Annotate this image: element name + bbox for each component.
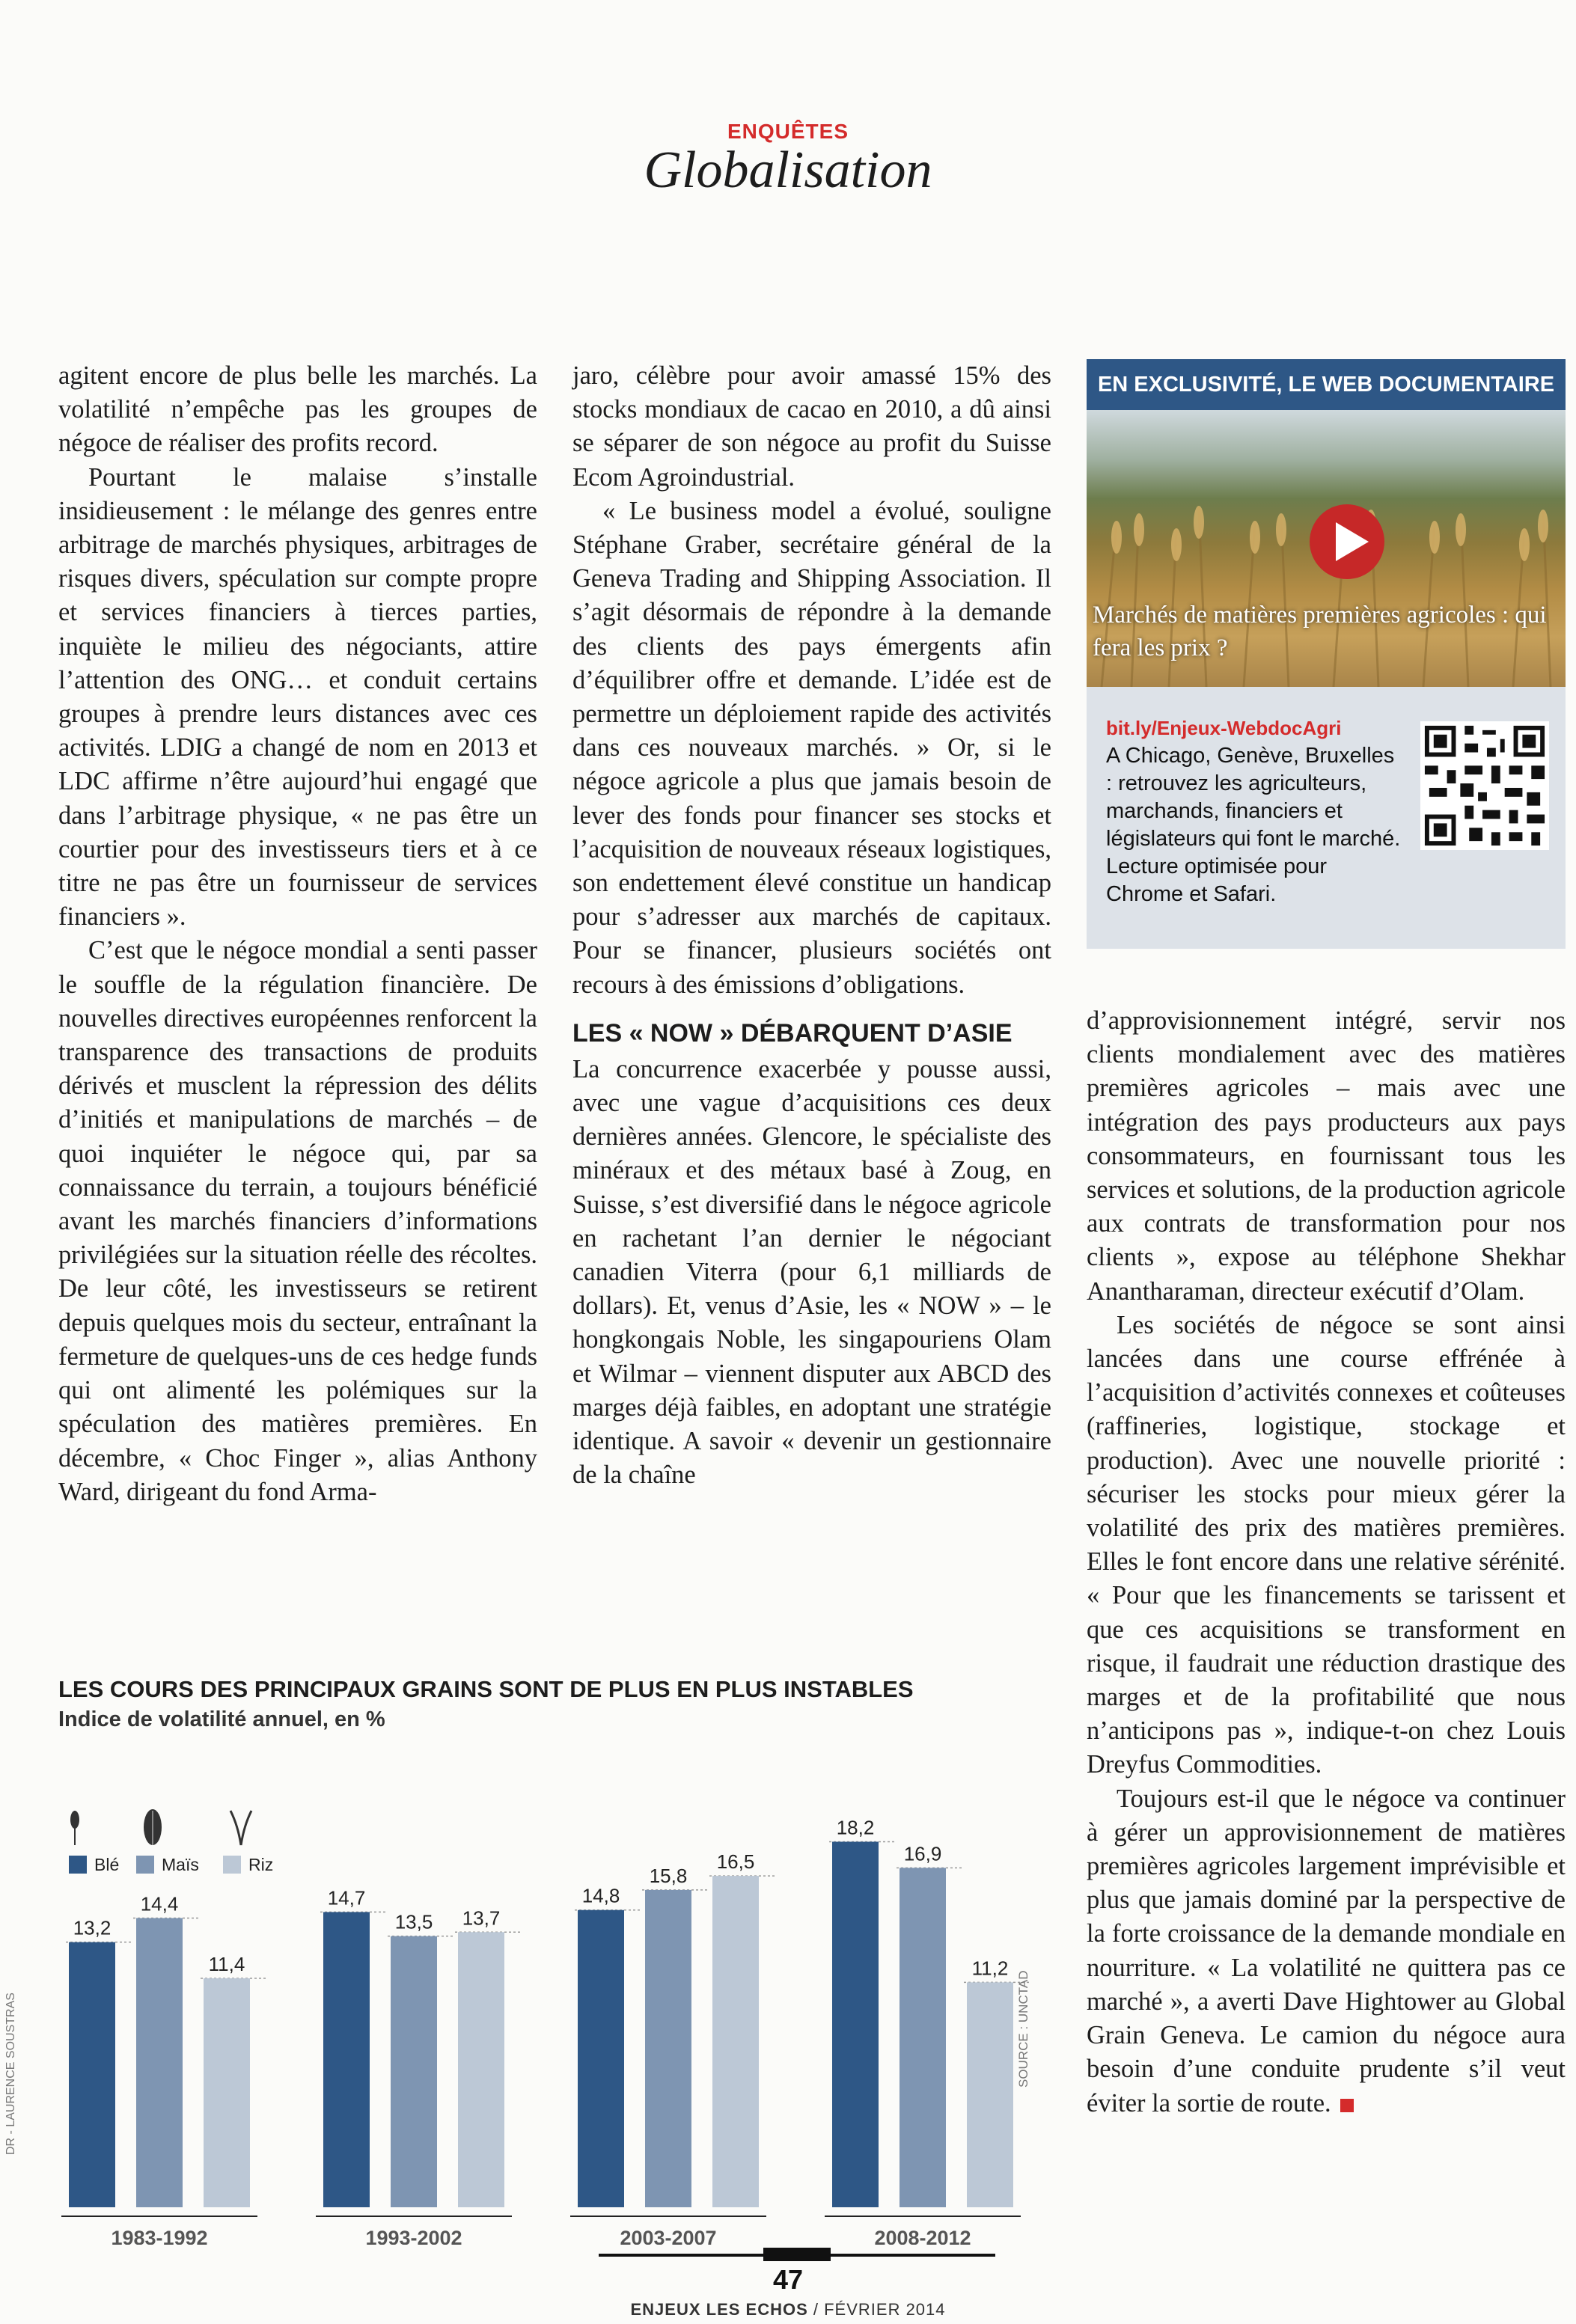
category-label: 1993-2002 [365,2227,462,2245]
paragraph: C’est que le négoce mondial a senti passer le souffle de la régulation financière. De nouvelles directives européennes renforcent la transparence des transactions de produits dérivés et musclent la répression des délits d’initiés et manipulations de marchés – de quoi inquiéter le négoce qui, par sa connaissance du terrain, a toujours bénéficié avant les marchés financiers d’informations privilégiées sur la situation réelle des récoltes. De leur côté, les investisseurs se retirent depuis quelques mois du secteur, entraînant la fermeture de quelques-uns de ces hedge funds qui ont alimenté les polémiques sur la spéculation des matières premières. En décembre, « Choc Finger », alias Anthony Ward, dirigeant du fond Arma- [58,936,537,1506]
video-caption: Marchés de matières premières agricoles : qui fera les prix ? [1093,602,1547,661]
page-number: 47 [772,2264,804,2295]
subheading: LES « NOW » DÉBARQUENT D’ASIE [572,1018,1013,1048]
paragraph: Les sociétés de négoce se sont ainsi lancées dans une course effrénée à l’acquisition d’activités connexes et coûteuses (raffineries, logistique, stockage et production). Avec une nouvelle priorité : sécuriser les stocks pour mieux gérer la volatilité des prix des matières premières. Elles le font encore dans une relative sérénité. « Pour que les financements se tarissent et que ces acquisitions se transforment en risque, il faudrait une réduction drastique des marges et de la profitabilité que nous n’anticipons pas », indique-t-on chez Louis Dreyfus Commodities. [1087,1310,1566,1779]
data-label: 11,4 [208,1953,245,1975]
web-documentary-heading: EN EXCLUSIVITÉ, LE WEB DOCUMENTAIRE [1087,359,1566,410]
category-label: 2008-2012 [874,2227,971,2245]
paragraph: Toujours est-il que le négoce va continuer à gérer un approvisionnement de matières premières agricoles largement imprévisible et plus que jamais dominé par la perspective de la forte croissance de la demande mondiale en nourriture. « La volatilité ne quittera pas ce marché », a averti Dave Hightower au Global Grain Geneva. Le camion du négoce aura besoin d’une conduite prudente s’il veut éviter la sortie de route. [1087,1784,1566,2117]
end-of-article-mark [1340,2099,1354,2112]
article-column-2 [572,359,1051,1493]
bar-riz [204,1978,250,2207]
data-label: 13,5 [394,1910,433,1933]
bar-riz [458,1932,504,2207]
bar-maïs [900,1868,946,2207]
rice-icon [230,1811,251,1845]
data-label: 13,7 [462,1906,501,1930]
paragraph: d’approvisionnement intégré, servir nos clients mondialement avec des matières premières agricoles – mais avec une intégration des pays producteurs aux pays consommateurs, en fournissant tous les services et solutions, de la production agricole aux contrats de transformation pour nos clients », expose au téléphone Shekhar Anantharaman, directeur exécutif d’Olam. [1087,1006,1566,1306]
data-label: 14,8 [581,1884,620,1907]
data-label: 15,8 [649,1864,688,1887]
bar-maïs [136,1918,183,2207]
section-kicker: ENQUÊTES [727,120,849,143]
legend-swatch-blé [69,1856,87,1874]
web-documentary-link[interactable]: bit.ly/Enjeux-WebdocAgri [1106,717,1342,739]
data-label: 11,2 [971,1957,1009,1980]
bar-blé [832,1841,879,2207]
legend-label: Riz [248,1855,274,1874]
publication-date: / FÉVRIER 2014 [807,2300,946,2319]
legend-label: Blé [94,1855,120,1874]
qr-code-icon[interactable] [1420,721,1549,850]
volatility-bar-chart [30,1781,1048,2245]
chart-source: SOURCE : UNCTAD [1016,1970,1030,2088]
bar-blé [323,1912,370,2207]
paragraph: La concurrence exacerbée y pousse aussi, avec une vague d’acquisitions ces deux dernières années. Glencore, le spécialiste des minéraux et des métaux basé à Zoug, en Suisse, s’est diversifié dans le négoce agricole en rachetant l’an dernier le négociant canadien Viterra (pour 6,1 milliards de dollars). Et, venus d’Asie, les « NOW » – le hongkongais Noble, les singapouriens Olam et Wilmar – viennent disputer aux ABCD des marges déjà faibles, en adoptant une stratégie identique. A savoir « devenir un gestionnaire de la chaîne [572,1054,1051,1490]
bar-maïs [391,1936,437,2207]
publication-line [0,2300,1576,2320]
category-label: 1983-1992 [111,2227,208,2245]
article-column-1 [58,359,537,1509]
paragraph: « Le business model a évolué, souligne Stéphane Graber, secrétaire général de la Geneva Trading and Shipping Association. Il s’agit désormais de répondre à la demande des clients des pays émergents afin d’équilibrer offre et demande. L’idée est de permettre un déploiement rapide des activités dans ces nouveaux marchés. » Or, si le négoce agricole a plus que jamais besoin de lever des fonds pour financer ses stocks et l’acquisition de nouveaux réseaux logistiques, son endettement élevé constitue un handicap pour s’adresser aux marchés de capitaux. Pour se financer, plusieurs sociétés ont recours à des émissions d’obligations. [572,496,1051,999]
wheat-icon [70,1811,79,1829]
data-label: 18,2 [836,1816,875,1839]
legend-swatch-riz [223,1856,241,1874]
section-title: Globalisation [644,141,932,199]
category-label: 2003-2007 [620,2227,717,2245]
paragraph: Pourtant le malaise s’installe insidieusement : le mélange des genres entre arbitrage de marchés physiques, arbitrages de risques divers, spéculation sur compte propre et services financiers à tierces parties, inquiète le milieu des négociants, attire l’attention des ONG… et conduit certains groupes à prendre leurs distances avec ces activités. LDIG a changé de nom en 2013 et LDC affirme n’être aujourd’hui engagé que dans l’arbitrage physique, « ne pas être un courtier pour des investisseurs tiers et à ce titre ne pas être un fournisseur de services financiers ». [58,462,537,932]
bar-blé [69,1942,115,2207]
data-label: 16,5 [716,1850,755,1874]
data-label: 13,2 [73,1916,112,1939]
bar-blé [578,1910,624,2207]
bar-riz [712,1876,759,2207]
data-label: 14,4 [140,1892,179,1915]
article-column-3 [1087,1004,1566,2120]
legend-label: Maïs [162,1855,199,1874]
chart-subtitle: Indice de volatilité annuel, en % [58,1707,385,1731]
web-documentary-text: A Chicago, Genève, Bruxelles : retrouvez les agriculteurs, marchands, financiers et législateurs qui font le marché. Lecture optimisée pour Chrome et Safari. [1106,744,1401,906]
data-label: 16,9 [903,1842,942,1865]
bar-riz [967,1982,1013,2207]
data-label: 14,7 [327,1886,366,1909]
footer-rule-accent [763,2248,831,2261]
publication-name: ENJEUX LES ECHOS [630,2300,808,2319]
bar-maïs [645,1890,691,2207]
chart-title: LES COURS DES PRINCIPAUX GRAINS SONT DE PLUS EN PLUS INSTABLES [58,1676,914,1702]
photo-credit: DR - LAURENCE SOUSTRAS [4,1993,17,2155]
play-icon[interactable] [1310,504,1384,579]
legend-swatch-maïs [136,1856,154,1874]
paragraph: agitent encore de plus belle les marchés. La volatilité n’empêche pas les groupes de négoce de réaliser des profits record. [58,361,537,458]
paragraph: jaro, célèbre pour avoir amassé 15% des stocks mondiaux de cacao en 2010, a dû ainsi se séparer de son négoce au profit du Suisse Ecom Agroindustrial. [572,361,1051,492]
